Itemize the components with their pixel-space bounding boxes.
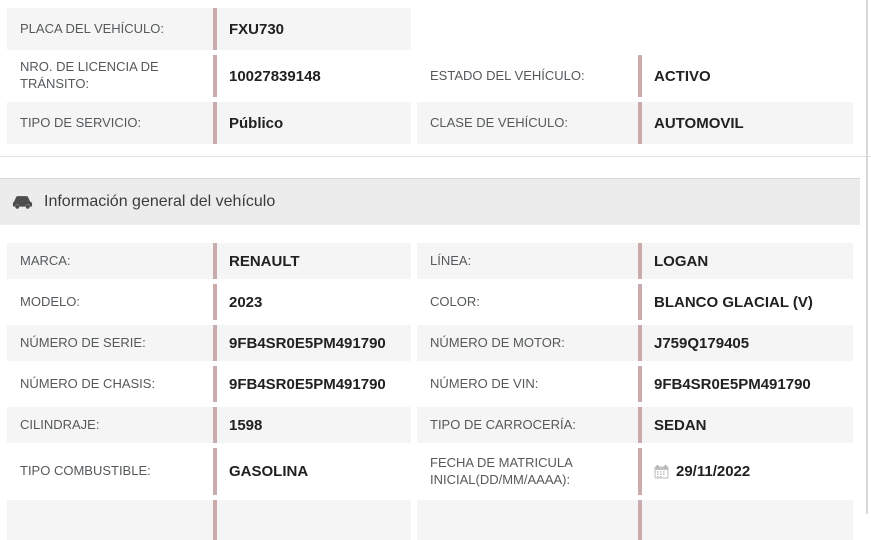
field-value: 29/11/2022 (676, 463, 751, 480)
field-value (642, 500, 853, 540)
field-numero-vin (417, 366, 853, 402)
table-row (0, 366, 871, 402)
field-value: 9FB4SR0E5PM491790 (229, 375, 386, 393)
field-label: PLACA DEL VEHÍCULO: (20, 20, 165, 36)
field-label (7, 500, 213, 540)
field-numero-motor (417, 325, 853, 361)
field-label: TIPO DE SERVICIO: (20, 114, 142, 130)
field-label: MODELO: (20, 293, 80, 309)
field-value: J759Q179405 (654, 334, 750, 352)
field-value: FXU730 (229, 20, 285, 38)
field-label: CILINDRAJE: (20, 416, 100, 432)
empty-cell (417, 8, 853, 50)
page-edge-line (866, 0, 868, 514)
field-label: NÚMERO DE SERIE: (20, 334, 146, 350)
field-placa (7, 8, 411, 50)
field-value: ACTIVO (654, 67, 711, 85)
field-marca (7, 243, 411, 279)
field-value: GASOLINA (229, 463, 309, 480)
field-value: 2023 (229, 293, 263, 311)
field-cilindraje (7, 407, 411, 443)
section-header-info-general (0, 178, 860, 225)
field-value: AUTOMOVIL (654, 114, 744, 132)
field-label: NRO. DE LICENCIA DE TRÁNSITO: (20, 59, 159, 91)
field-partial (7, 500, 411, 540)
field-value: 1598 (229, 416, 263, 434)
table-row (0, 243, 871, 279)
calendar-icon (654, 465, 669, 479)
car-icon (12, 195, 33, 210)
field-label: LÍNEA: (430, 252, 472, 268)
table-row (0, 102, 871, 144)
field-linea (417, 243, 853, 279)
field-label: MARCA: (20, 252, 71, 268)
field-value-with-icon (642, 448, 853, 495)
table-row-partial (0, 500, 871, 540)
table-row (0, 55, 871, 97)
field-value: 9FB4SR0E5PM491790 (654, 375, 811, 393)
field-label: ESTADO DEL VEHÍCULO: (430, 67, 585, 83)
field-label: NÚMERO DE CHASIS: (20, 375, 156, 391)
vehicle-info-table (0, 243, 871, 540)
vehicle-summary-card (0, 0, 871, 157)
field-label: FECHA DE MATRICULA INICIAL(DD/MM/AAAA): (430, 454, 573, 487)
field-value: Público (229, 114, 284, 132)
field-label: CLASE DE VEHÍCULO: (430, 114, 568, 130)
field-label: NÚMERO DE MOTOR: (430, 334, 565, 350)
field-label (417, 500, 638, 540)
field-servicio (7, 102, 411, 144)
field-clase (417, 102, 853, 144)
field-label: TIPO DE CARROCERÍA: (430, 416, 576, 432)
field-label: NÚMERO DE VIN: (430, 375, 539, 391)
field-numero-chasis (7, 366, 411, 402)
field-value (217, 500, 411, 540)
field-value: 10027839148 (229, 67, 321, 85)
field-numero-serie (7, 325, 411, 361)
field-value: LOGAN (654, 252, 709, 270)
field-fecha-matricula (417, 448, 853, 495)
field-value: 9FB4SR0E5PM491790 (229, 334, 386, 352)
field-value: SEDAN (654, 416, 707, 434)
field-modelo (7, 284, 411, 320)
field-value: BLANCO GLACIAL (V) (654, 293, 813, 311)
section-title: Información general del vehículo (44, 193, 276, 210)
table-row (0, 448, 871, 495)
table-row (0, 284, 871, 320)
field-value: RENAULT (229, 252, 300, 270)
field-label: TIPO COMBUSTIBLE: (20, 463, 151, 479)
field-licencia (7, 55, 411, 97)
table-row (0, 407, 871, 443)
table-row (0, 325, 871, 361)
field-tipo-combustible (7, 448, 411, 495)
field-estado (417, 55, 853, 97)
field-tipo-carroceria (417, 407, 853, 443)
field-partial (417, 500, 853, 540)
field-label: COLOR: (430, 293, 480, 309)
field-color (417, 284, 853, 320)
table-row (0, 8, 871, 50)
